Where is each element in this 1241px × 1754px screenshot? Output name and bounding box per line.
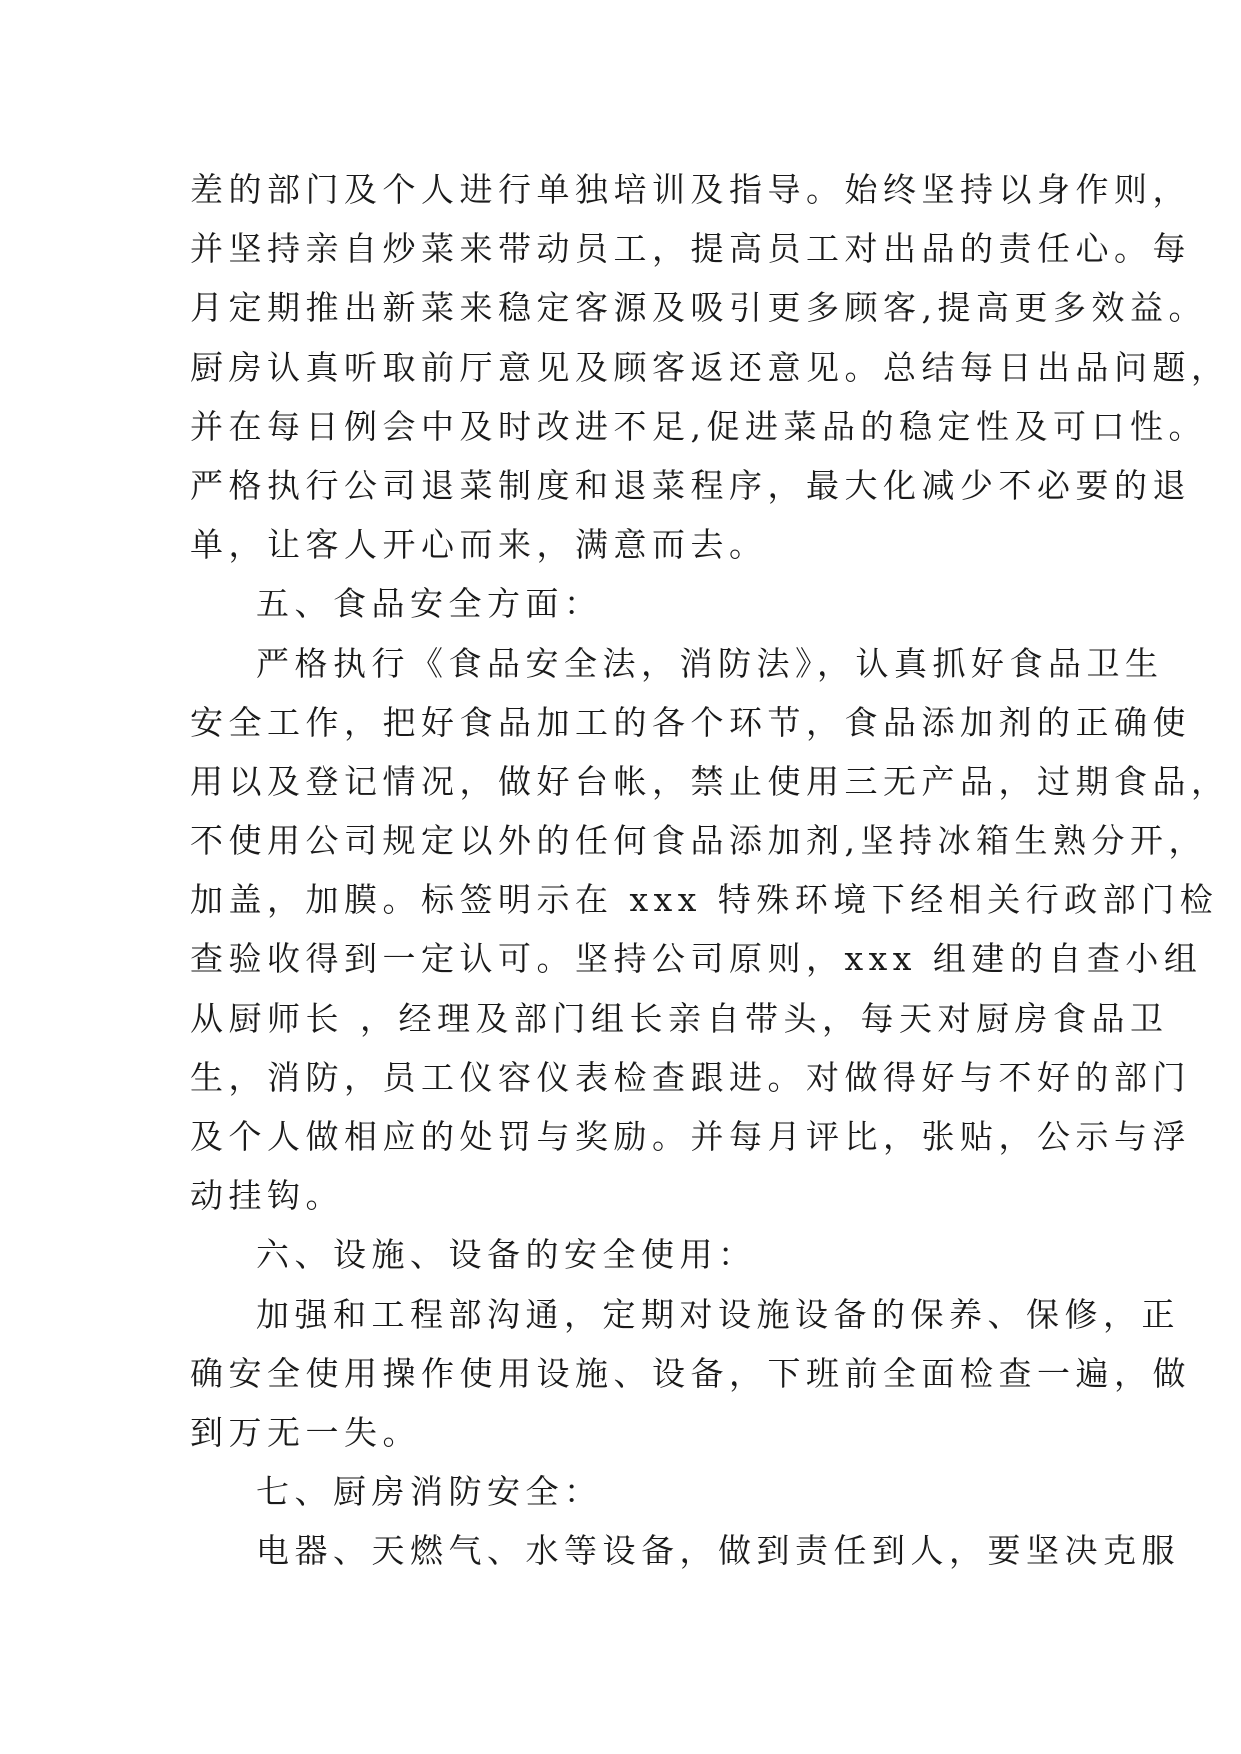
paragraph-line: 不使用公司规定以外的任何食品添加剂,坚持冰箱生熟分开， [190,821,1207,861]
paragraph-line: 并坚持亲自炒菜来带动员工，提高员工对出品的责任心。每 [190,229,1191,269]
paragraph-line: 生，消防，员工仪容仪表检查跟进。对做得好与不好的部门 [190,1057,1191,1097]
document-body [190,160,1230,1581]
paragraph-line: 加强和工程部沟通，定期对设施设备的保养、保修，正 [256,1294,1180,1334]
paragraph-line: 严格执行公司退菜制度和退菜程序，最大化减少不必要的退 [190,465,1191,505]
paragraph-line: 从厨师长 ，经理及部门组长亲自带头，每天对厨房食品卫 [190,998,1169,1038]
paragraph-line: 差的部门及个人进行单独培训及指导。始终坚持以身作则， [190,170,1191,209]
section-heading-fire-safety: 七、厨房消防安全： [256,1472,603,1512]
paragraph-line: 加盖，加膜。标签明示在 xxx 特殊环境下经相关行政部门检 [190,880,1219,920]
paragraph-line: 安全工作，把好食品加工的各个环节，食品添加剂的正确使 [190,702,1191,742]
paragraph-line: 到万无一失。 [190,1412,421,1452]
section-heading-food-safety: 五、食品安全方面： [256,584,603,624]
paragraph-line: 单，让客人开心而来，满意而去。 [190,525,768,565]
section-heading-equipment: 六、设施、设备的安全使用： [256,1235,757,1275]
paragraph-line: 及个人做相应的处罚与奖励。并每月评比，张贴，公示与浮 [190,1117,1191,1156]
paragraph-line: 用以及登记情况，做好台帐，禁止使用三无产品，过期食品， [190,761,1230,801]
paragraph-line: 并在每日例会中及时改进不足,促进菜品的稳定性及可口性。 [190,406,1207,446]
paragraph-line: 严格执行《食品安全法，消防法》，认真抓好食品卫生 [256,643,1164,683]
paragraph-line: 电器、天燃气、水等设备，做到责任到人，要坚决克服 [256,1531,1180,1571]
paragraph-line: 查验收得到一定认可。坚持公司原则，xxx 组建的自查小组 [190,939,1203,979]
paragraph-line: 厨房认真听取前厅意见及顾客返还意见。总结每日出品问题， [190,347,1230,387]
paragraph-line: 动挂钩。 [190,1176,344,1216]
paragraph-line: 月定期推出新菜来稳定客源及吸引更多顾客,提高更多效益。 [190,288,1207,328]
paragraph-line: 确安全使用操作使用设施、设备，下班前全面检查一遍，做 [190,1353,1191,1393]
